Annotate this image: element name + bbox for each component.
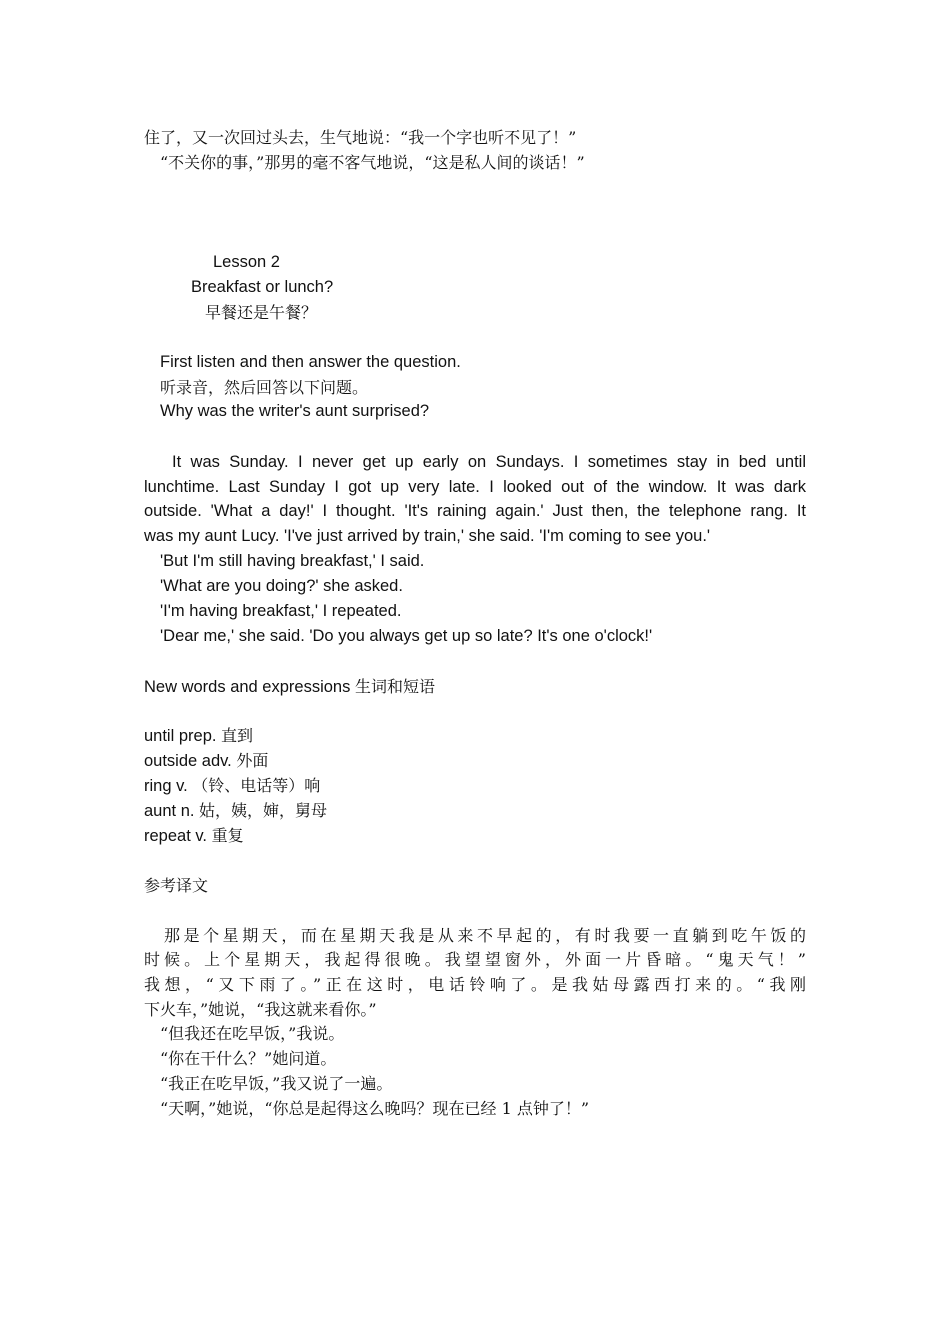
vocab-item bbox=[144, 723, 806, 749]
vocab-meaning: 外面 bbox=[236, 751, 269, 770]
vocab-item bbox=[144, 748, 806, 774]
vocab-word: repeat v. bbox=[144, 827, 212, 845]
story-line-1: It was Sunday. I never get up early on Sundays. I sometimes stay in bed until bbox=[172, 453, 806, 471]
story-dialogue-3: 'I'm having breakfast,' I repeated. bbox=[160, 602, 402, 620]
story-line-4: was my aunt Lucy. 'I've just arrived by train,' she said. 'I'm coming to see you.' bbox=[144, 527, 711, 545]
vocab-meaning: 姑，姨，婶，舅母 bbox=[199, 801, 328, 820]
vocab-word: outside adv. bbox=[144, 752, 237, 770]
translation-line-2: 时候。上个星期天，我起得很晚。我望望窗外，外面一片昏暗。“鬼天气！” bbox=[144, 950, 806, 969]
story-dialogue-2: 'What are you doing?' she asked. bbox=[160, 577, 403, 595]
translation-dialogue-2: “你在干什么？”她问道。 bbox=[160, 1049, 337, 1068]
vocab-item bbox=[144, 798, 806, 824]
vocab-word: until prep. bbox=[144, 727, 222, 745]
vocab-word: aunt n. bbox=[144, 802, 200, 820]
story-line-3: outside. 'What a day!' I thought. 'It's raining again.' Just then, the telephone rang. It bbox=[144, 502, 806, 520]
translation-line-4: 下火车，”她说，“我这就来看你。” bbox=[144, 1000, 377, 1019]
prev-lesson-line-2: “不关你的事，”那男的毫不客气地说，“这是私人间的谈话！” bbox=[160, 153, 585, 172]
translation-heading: 参考译文 bbox=[144, 876, 209, 895]
instruction-zh: 听录音，然后回答以下问题。 bbox=[160, 378, 369, 397]
vocab-item bbox=[144, 823, 806, 849]
story-dialogue-4: 'Dear me,' she said. 'Do you always get up so late? It's one o'clock!' bbox=[160, 627, 653, 645]
lesson-title-zh: 早餐还是午餐？ bbox=[205, 303, 318, 322]
vocab-meaning: 重复 bbox=[211, 826, 244, 845]
question-text: Why was the writer's aunt surprised? bbox=[160, 402, 430, 420]
story-dialogue-1: 'But I'm still having breakfast,' I said. bbox=[160, 552, 425, 570]
translation-line-3: 我想，“又下雨了。”正在这时，电话铃响了。是我姑母露西打来的。“我刚 bbox=[144, 975, 806, 994]
lesson-number: Lesson 2 bbox=[213, 253, 280, 271]
vocab-heading bbox=[144, 674, 806, 700]
prev-lesson-line-1: 住了，又一次回过头去，生气地说：“我一个字也听不见了！” bbox=[144, 128, 577, 147]
vocab-word: ring v. bbox=[144, 777, 193, 795]
vocab-meaning: （铃、电话等）响 bbox=[192, 776, 321, 795]
translation-line-1: 那是个星期天，而在星期天我是从来不早起的，有时我要一直躺到吃午饭的 bbox=[164, 926, 806, 945]
story-line-2: lunchtime. Last Sunday I got up very late. I looked out of the window. It was dark bbox=[144, 478, 806, 496]
vocab-heading-zh: 生词和短语 bbox=[354, 677, 435, 696]
instruction-en: First listen and then answer the question. bbox=[160, 353, 461, 371]
translation-dialogue-3: “我正在吃早饭，”我又说了一遍。 bbox=[160, 1074, 393, 1093]
vocab-item bbox=[144, 773, 806, 799]
lesson-title-en: Breakfast or lunch? bbox=[191, 278, 334, 296]
vocab-heading-en: New words and expressions bbox=[144, 678, 355, 696]
vocab-meaning: 直到 bbox=[221, 726, 254, 745]
translation-dialogue-4: “天啊，”她说，“你总是起得这么晚吗？现在已经 1 点钟了！” bbox=[160, 1099, 590, 1118]
translation-dialogue-1: “但我还在吃早饭，”我说。 bbox=[160, 1024, 345, 1043]
